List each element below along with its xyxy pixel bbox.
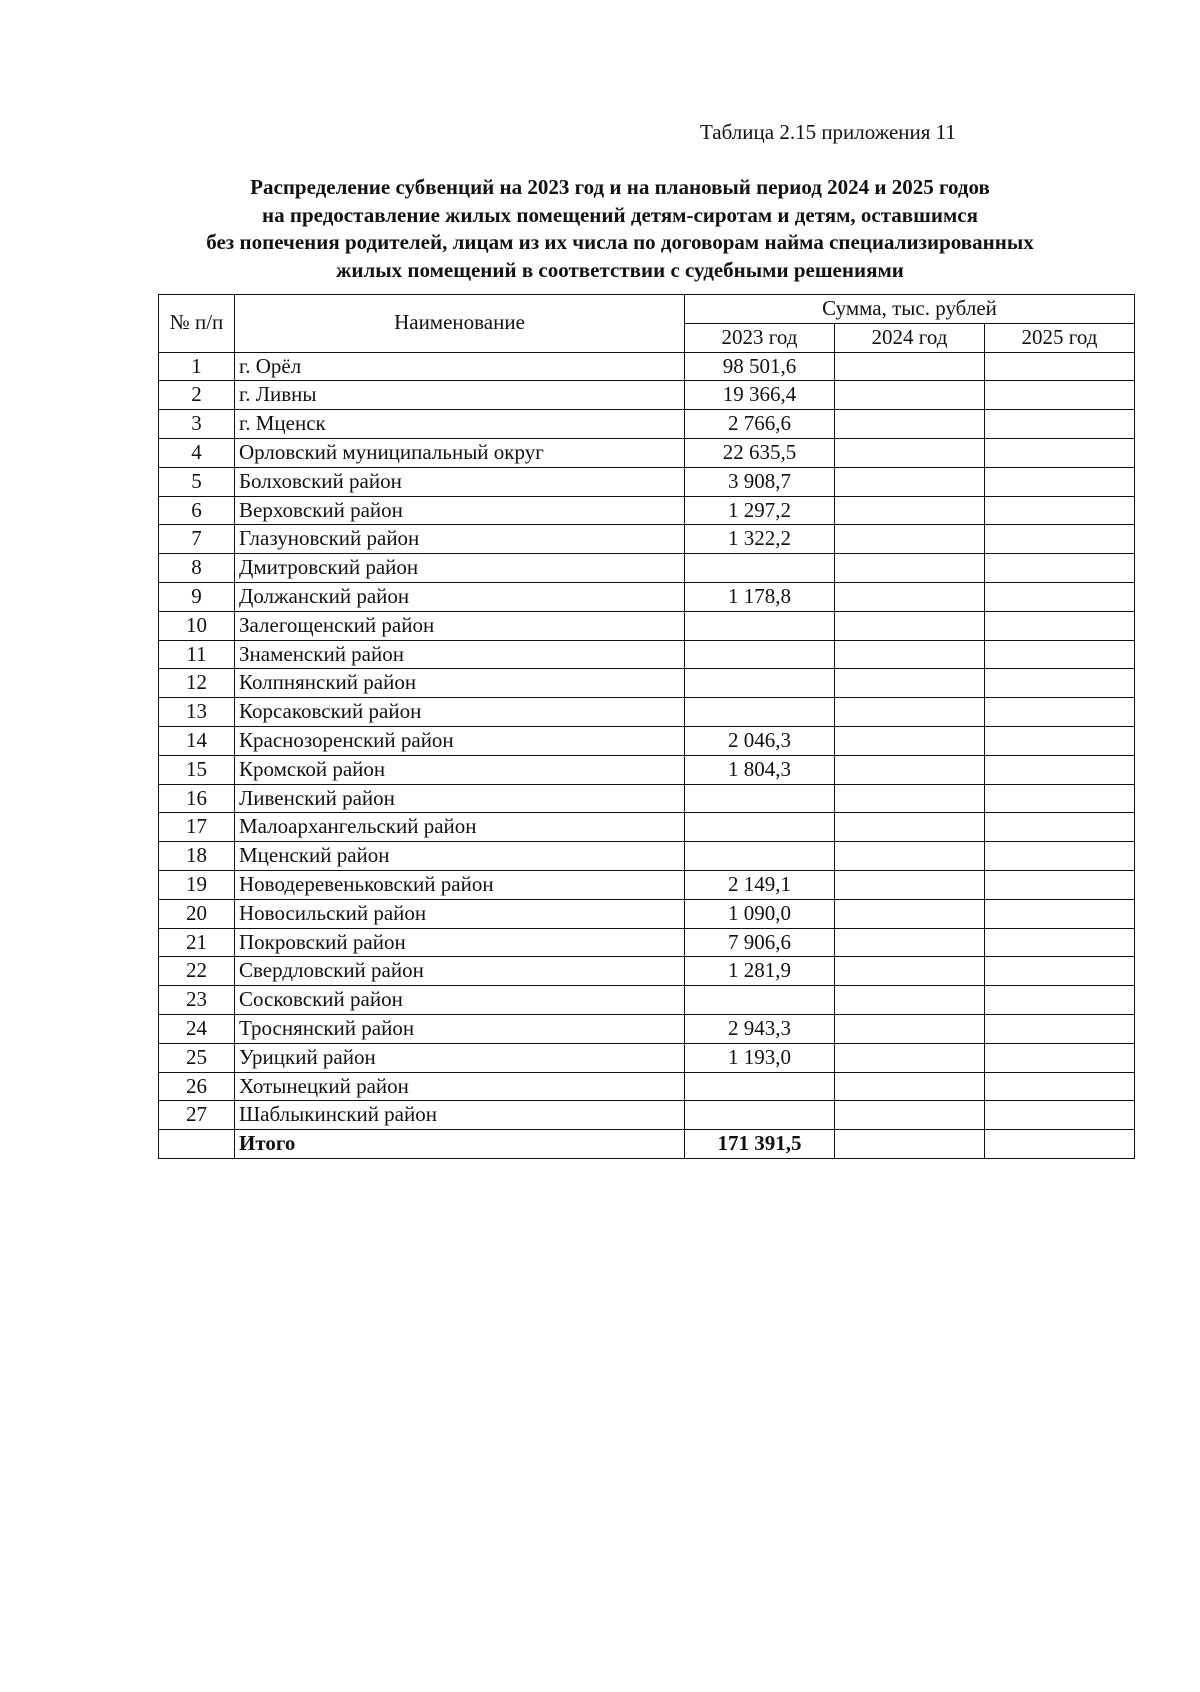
value-2025 [985, 352, 1135, 381]
table-row [159, 784, 1135, 813]
row-number: 7 [159, 525, 235, 554]
value-2023 [685, 986, 835, 1015]
row-name: Дмитровский район [235, 554, 685, 583]
value-2025 [985, 438, 1135, 467]
table-body [159, 352, 1135, 1158]
value-2025 [985, 899, 1135, 928]
value-2024 [835, 986, 985, 1015]
title-line: жилых помещений в соответствии с судебными решениями [336, 257, 904, 282]
row-number: 6 [159, 496, 235, 525]
row-number: 14 [159, 726, 235, 755]
value-2023: 19 366,4 [685, 381, 835, 410]
column-header-name: Наименование [235, 295, 685, 353]
row-number: 23 [159, 986, 235, 1015]
document-title [150, 174, 1090, 284]
value-2024 [835, 438, 985, 467]
table-reference: Таблица 2.15 приложения 11 [700, 120, 956, 144]
total-row [159, 1130, 1135, 1159]
value-2025 [985, 410, 1135, 439]
value-2025 [985, 726, 1135, 755]
value-2025 [985, 1130, 1135, 1159]
value-2023 [685, 669, 835, 698]
row-number: 11 [159, 640, 235, 669]
value-2025 [985, 1014, 1135, 1043]
column-header-number: № п/п [159, 295, 235, 353]
row-number: 8 [159, 554, 235, 583]
row-name: Троснянский район [235, 1014, 685, 1043]
value-2025 [985, 554, 1135, 583]
row-name: Шаблыкинский район [235, 1101, 685, 1130]
value-2025 [985, 755, 1135, 784]
value-2024 [835, 381, 985, 410]
row-number: 12 [159, 669, 235, 698]
value-2025 [985, 1072, 1135, 1101]
value-2024 [835, 813, 985, 842]
row-name: Новосильский район [235, 899, 685, 928]
row-name: Краснозоренский район [235, 726, 685, 755]
row-name: г. Мценск [235, 410, 685, 439]
value-2025 [985, 870, 1135, 899]
table-row [159, 582, 1135, 611]
title-line: без попечения родителей, лицам из их числа по договорам найма специализированных [206, 230, 1034, 254]
row-number: 13 [159, 698, 235, 727]
value-2025 [985, 842, 1135, 871]
value-2023: 1 281,9 [685, 957, 835, 986]
row-number [159, 1130, 235, 1159]
value-2023: 1 297,2 [685, 496, 835, 525]
row-name: Орловский муниципальный округ [235, 438, 685, 467]
row-name: Хотынецкий район [235, 1072, 685, 1101]
value-2025 [985, 525, 1135, 554]
value-2024 [835, 755, 985, 784]
value-2024 [835, 842, 985, 871]
row-name: Глазуновский район [235, 525, 685, 554]
table-row [159, 726, 1135, 755]
value-2025 [985, 611, 1135, 640]
value-2023: 1 193,0 [685, 1043, 835, 1072]
value-2024 [835, 928, 985, 957]
value-2023 [685, 554, 835, 583]
row-number: 3 [159, 410, 235, 439]
value-2025 [985, 582, 1135, 611]
column-header-2024: 2024 год [835, 323, 985, 352]
row-number: 24 [159, 1014, 235, 1043]
row-name: Знаменский район [235, 640, 685, 669]
value-2023 [685, 611, 835, 640]
value-2025 [985, 813, 1135, 842]
table-row [159, 438, 1135, 467]
row-number: 22 [159, 957, 235, 986]
value-2025 [985, 467, 1135, 496]
table-row [159, 467, 1135, 496]
subsidy-table [158, 294, 1135, 1159]
table-row [159, 352, 1135, 381]
value-2024 [835, 1043, 985, 1072]
table-row [159, 1014, 1135, 1043]
row-number: 17 [159, 813, 235, 842]
column-header-2023: 2023 год [685, 323, 835, 352]
row-name: Корсаковский район [235, 698, 685, 727]
value-2024 [835, 582, 985, 611]
row-number: 4 [159, 438, 235, 467]
row-number: 2 [159, 381, 235, 410]
row-number: 26 [159, 1072, 235, 1101]
row-number: 19 [159, 870, 235, 899]
value-2023 [685, 1072, 835, 1101]
row-number: 20 [159, 899, 235, 928]
table-row [159, 640, 1135, 669]
value-2023: 1 090,0 [685, 899, 835, 928]
row-name: Ливенский район [235, 784, 685, 813]
value-2025 [985, 381, 1135, 410]
value-2023: 2 766,6 [685, 410, 835, 439]
value-2025 [985, 784, 1135, 813]
row-number: 16 [159, 784, 235, 813]
value-2024 [835, 784, 985, 813]
value-2024 [835, 698, 985, 727]
row-name: Кромской район [235, 755, 685, 784]
value-2023: 22 635,5 [685, 438, 835, 467]
table-row [159, 1101, 1135, 1130]
table-row [159, 870, 1135, 899]
row-name: Итого [235, 1130, 685, 1159]
value-2025 [985, 496, 1135, 525]
value-2023: 2 943,3 [685, 1014, 835, 1043]
column-header-2025: 2025 год [985, 323, 1135, 352]
row-number: 9 [159, 582, 235, 611]
row-number: 1 [159, 352, 235, 381]
table-row [159, 1043, 1135, 1072]
row-number: 5 [159, 467, 235, 496]
row-name: Мценский район [235, 842, 685, 871]
value-2024 [835, 611, 985, 640]
row-number: 10 [159, 611, 235, 640]
value-2023: 171 391,5 [685, 1130, 835, 1159]
table-row [159, 669, 1135, 698]
row-name: Покровский район [235, 928, 685, 957]
value-2025 [985, 669, 1135, 698]
table-row [159, 842, 1135, 871]
row-name: Урицкий район [235, 1043, 685, 1072]
value-2023: 98 501,6 [685, 352, 835, 381]
value-2023: 2 046,3 [685, 726, 835, 755]
table-row [159, 525, 1135, 554]
table-row [159, 755, 1135, 784]
table-row [159, 554, 1135, 583]
value-2024 [835, 467, 985, 496]
value-2024 [835, 726, 985, 755]
value-2024 [835, 957, 985, 986]
value-2024 [835, 554, 985, 583]
value-2023: 1 322,2 [685, 525, 835, 554]
table-row [159, 410, 1135, 439]
table-row [159, 698, 1135, 727]
value-2024 [835, 870, 985, 899]
value-2024 [835, 496, 985, 525]
row-number: 27 [159, 1101, 235, 1130]
value-2025 [985, 928, 1135, 957]
value-2023: 1 804,3 [685, 755, 835, 784]
title-line: Распределение субвенций на 2023 год и на плановый период 2024 и 2025 годов [250, 175, 990, 199]
value-2023 [685, 784, 835, 813]
value-2025 [985, 1043, 1135, 1072]
value-2024 [835, 410, 985, 439]
value-2023: 1 178,8 [685, 582, 835, 611]
row-number: 15 [159, 755, 235, 784]
value-2023 [685, 1101, 835, 1130]
value-2023 [685, 698, 835, 727]
row-number: 18 [159, 842, 235, 871]
value-2025 [985, 986, 1135, 1015]
row-name: Залегощенский район [235, 611, 685, 640]
table-header [159, 295, 1135, 353]
table-row [159, 381, 1135, 410]
value-2023 [685, 813, 835, 842]
value-2023: 2 149,1 [685, 870, 835, 899]
value-2023: 3 908,7 [685, 467, 835, 496]
value-2024 [835, 640, 985, 669]
table-row [159, 813, 1135, 842]
value-2023 [685, 640, 835, 669]
row-name: Малоархангельский район [235, 813, 685, 842]
value-2024 [835, 1072, 985, 1101]
value-2025 [985, 957, 1135, 986]
value-2024 [835, 1130, 985, 1159]
row-name: Свердловский район [235, 957, 685, 986]
title-line: на предоставление жилых помещений детям-сиротам и детям, оставшимся [262, 202, 978, 227]
row-number: 25 [159, 1043, 235, 1072]
value-2025 [985, 1101, 1135, 1130]
table-row [159, 496, 1135, 525]
row-name: г. Орёл [235, 352, 685, 381]
table-row [159, 928, 1135, 957]
table-row [159, 986, 1135, 1015]
row-number: 21 [159, 928, 235, 957]
value-2024 [835, 669, 985, 698]
value-2024 [835, 525, 985, 554]
row-name: г. Ливны [235, 381, 685, 410]
row-name: Верховский район [235, 496, 685, 525]
value-2025 [985, 640, 1135, 669]
table-row [159, 957, 1135, 986]
row-name: Новодеревеньковский район [235, 870, 685, 899]
value-2023: 7 906,6 [685, 928, 835, 957]
value-2024 [835, 1014, 985, 1043]
value-2023 [685, 842, 835, 871]
row-name: Должанский район [235, 582, 685, 611]
row-name: Колпнянский район [235, 669, 685, 698]
table-row [159, 611, 1135, 640]
column-header-sum: Сумма, тыс. рублей [685, 295, 1135, 324]
table-row [159, 1072, 1135, 1101]
value-2025 [985, 698, 1135, 727]
table-row [159, 899, 1135, 928]
row-name: Болховский район [235, 467, 685, 496]
value-2024 [835, 352, 985, 381]
value-2024 [835, 899, 985, 928]
value-2024 [835, 1101, 985, 1130]
row-name: Сосковский район [235, 986, 685, 1015]
